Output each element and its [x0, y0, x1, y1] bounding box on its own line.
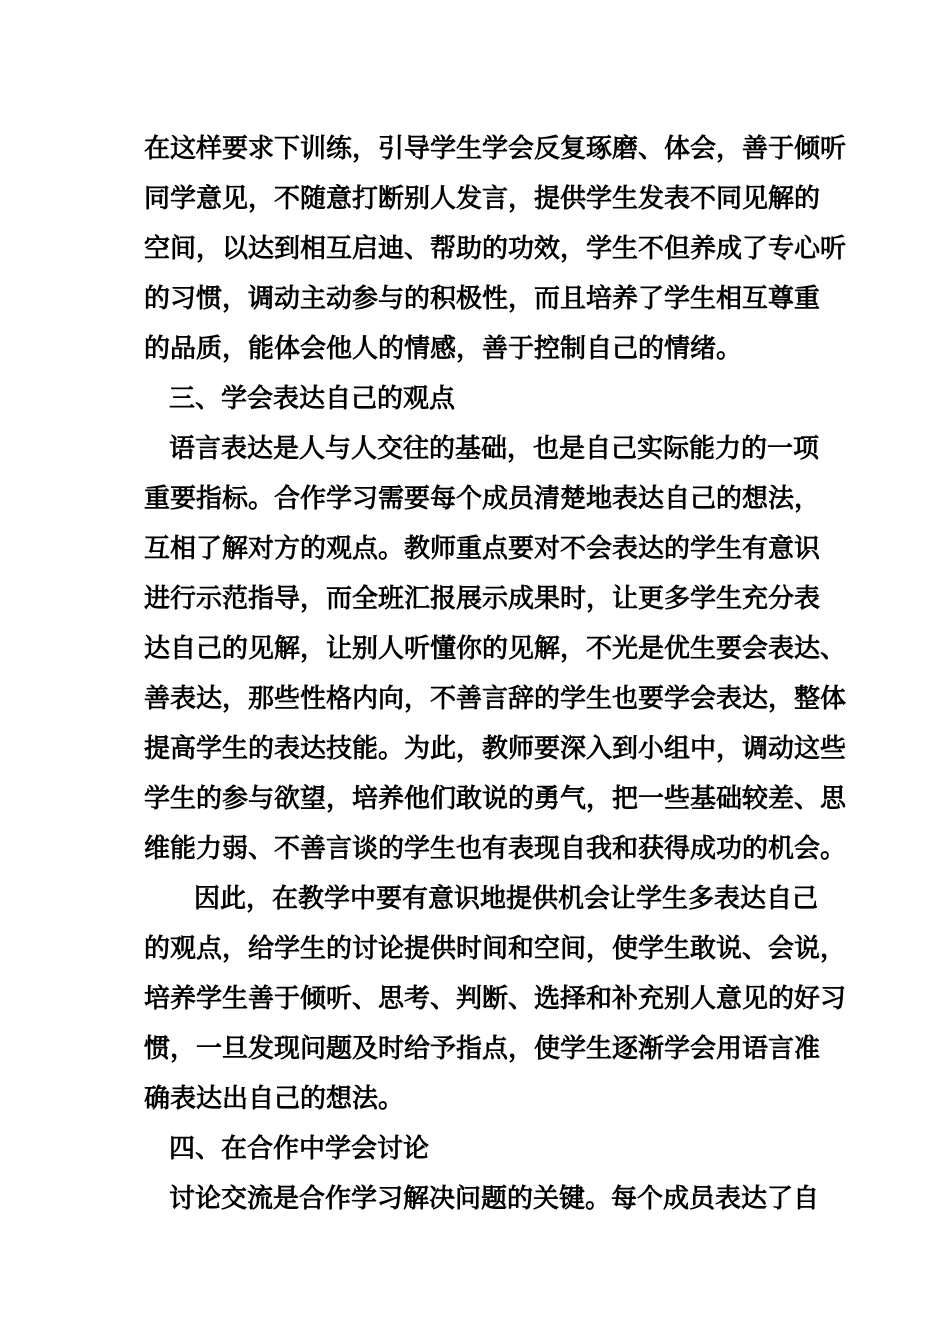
paragraph-line: 讨论交流是合作学习解决问题的关键。每个成员表达了自	[169, 1184, 820, 1214]
paragraph-line: 达自己的见解，让别人听懂你的见解，不光是优生要会表达、	[144, 634, 847, 664]
paragraph-line: 的习惯，调动主动参与的积极性，而且培养了学生相互尊重	[144, 284, 821, 314]
paragraph-line: 重要指标。合作学习需要每个成员清楚地表达自己的想法，	[144, 484, 821, 514]
paragraph-line: 提高学生的表达技能。为此，教师要深入到小组中，调动这些	[144, 734, 847, 764]
paragraph-line: 的品质，能体会他人的情感，善于控制自己的情绪。	[144, 334, 743, 364]
paragraph-line: 同学意见，不随意打断别人发言，提供学生发表不同见解的	[144, 184, 821, 214]
paragraph-line: 的观点，给学生的讨论提供时间和空间，使学生敢说、会说，	[144, 934, 847, 964]
paragraph-line: 因此，在教学中要有意识地提供机会让学生多表达自己	[194, 884, 819, 914]
paragraph-line: 语言表达是人与人交往的基础，也是自己实际能力的一项	[169, 434, 820, 464]
paragraph-line: 互相了解对方的观点。教师重点要对不会表达的学生有意识	[144, 534, 821, 564]
paragraph-line: 进行示范指导，而全班汇报展示成果时，让更多学生充分表	[144, 584, 821, 614]
document-body	[144, 124, 847, 1224]
paragraph-line: 维能力弱、不善言谈的学生也有表现自我和获得成功的机会。	[144, 834, 847, 864]
paragraph-line: 在这样要求下训练，引导学生学会反复琢磨、体会，善于倾听	[144, 134, 847, 164]
paragraph-line: 学生的参与欲望，培养他们敢说的勇气，把一些基础较差、思	[144, 784, 847, 814]
paragraph-line: 惯，一旦发现问题及时给予指点，使学生逐渐学会用语言准	[144, 1034, 821, 1064]
paragraph-line: 空间，以达到相互启迪、帮助的功效，学生不但养成了专心听	[144, 234, 847, 264]
section-heading-4: 四、在合作中学会讨论	[169, 1134, 430, 1164]
paragraph-line: 确表达出自己的想法。	[144, 1084, 405, 1114]
section-heading-3: 三、学会表达自己的观点	[169, 384, 456, 414]
paragraph-line: 善表达，那些性格内向，不善言辞的学生也要学会表达，整体	[144, 684, 847, 714]
paragraph-line: 培养学生善于倾听、思考、判断、选择和补充别人意见的好习	[144, 984, 847, 1014]
